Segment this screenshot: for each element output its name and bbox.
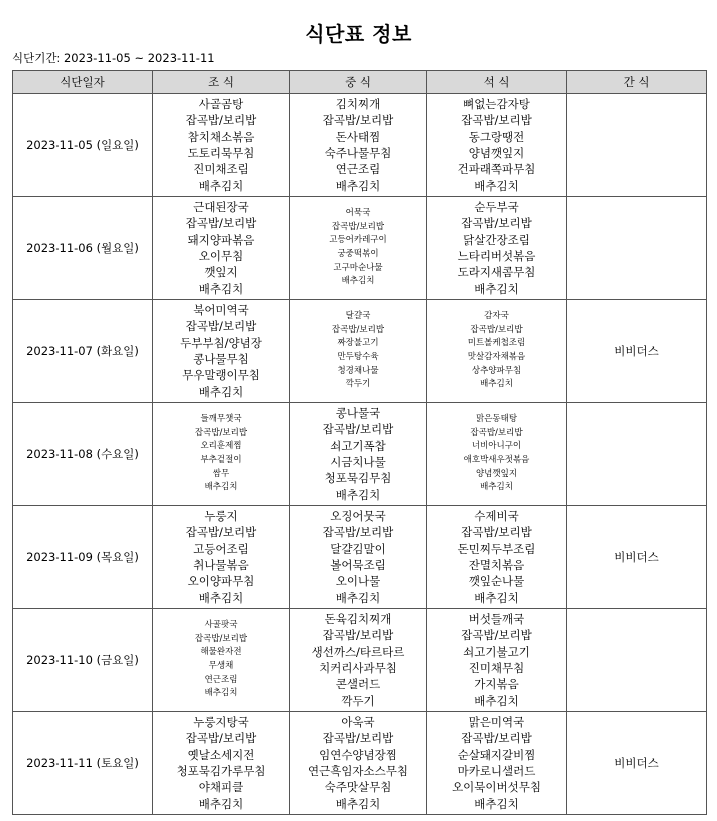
menu-item: 잡곡밥/보리밥 [331,324,385,335]
menu-item: 진미채조림 [193,162,249,177]
menu-date: 2023-11-09 (목요일) [13,506,153,609]
menu-item: 잡곡밥/보리밥 [185,319,257,334]
menu-item: 상추양파무침 [471,365,522,376]
menu-item: 달걀김말이 [330,541,386,556]
menu-item: 뼈없는감자탕 [463,97,530,112]
menu-item: 연근조림 [335,162,381,177]
menu-item: 너비아니구이 [471,441,522,452]
breakfast-cell [153,197,290,300]
table-row [13,94,707,197]
lunch-cell [290,712,427,815]
menu-item: 잡곡밥/보리밥 [185,113,257,128]
menu-item: 배추김치 [474,281,519,296]
lunch-cell [290,300,427,403]
menu-item: 배추김치 [198,590,244,605]
menu-item: 잡곡밥/보리밥 [461,216,532,231]
dinner-cell [427,403,567,506]
table-row [13,609,707,712]
menu-item: 돈육김치찌개 [324,612,392,627]
menu-date: 2023-11-06 (월요일) [13,197,153,300]
menu-item: 배추김치 [335,590,381,605]
menu-item: 맑은미역국 [468,715,525,730]
menu-item: 잡곡밥/보리밥 [185,216,257,231]
menu-item: 무생채 [208,661,234,671]
menu-item: 볼어묵조림 [330,558,386,572]
menu-item: 오이나물 [335,574,381,589]
menu-item: 짜장불고기 [337,338,379,349]
table-row [13,506,707,609]
menu-item: 두부부침/양념장 [180,335,262,350]
snack-cell [567,197,707,300]
menu-item: 배추김치 [474,796,519,811]
menu-item: 오이양파무침 [187,574,255,589]
menu-item: 쇠고기폭찹 [330,438,386,453]
menu-item: 잡곡밥/보리밥 [322,525,394,540]
menu-item: 근대된장국 [193,200,249,215]
menu-item: 잡곡밥/보리밥 [322,628,394,643]
menu-item: 배추김치 [480,482,513,493]
menu-item: 동그랑땡전 [468,129,525,144]
menu-item: 옛날소세지전 [187,747,255,762]
menu-item: 잡곡밥/보리밥 [470,324,523,335]
menu-item: 누룽지탕국 [193,715,249,730]
menu-item: 숙주맛살무침 [324,780,392,795]
menu-date: 2023-11-05 (일요일) [13,94,153,197]
menu-item: 생선까스/타르타르 [311,644,405,659]
menu-item: 배추김치 [474,590,519,605]
menu-item: 오이묵이버섯무침 [452,780,541,795]
menu-item: 잡곡밥/보리밥 [194,633,248,644]
menu-item: 건파래쪽파무침 [457,162,536,177]
menu-item: 배추김치 [204,688,238,699]
menu-date: 2023-11-07 (화요일) [13,300,153,403]
menu-item: 아욱국 [341,715,375,730]
menu-item: 사골팟국 [204,620,238,631]
menu-item: 닭살간장조림 [463,232,530,247]
menu-item: 콩나물무침 [193,352,249,366]
menu-item: 청경채나물 [337,365,379,376]
header-lunch: 중 식 [290,71,427,94]
menu-item: 잡곡밥/보리밥 [322,113,394,128]
menu-item: 잡곡밥/보리밥 [470,427,523,438]
menu-item: 오이무침 [198,249,244,263]
menu-item: 콩나물국 [335,406,381,421]
table-row [13,403,707,506]
snack-cell [567,94,707,197]
menu-item: 잡곡밥/보리밥 [185,525,257,540]
menu-item: 잡곡밥/보리밥 [322,422,394,437]
menu-item: 깍두기 [345,379,371,390]
menu-period: 식단기간: 2023-11-05 ~ 2023-11-11 [12,51,215,65]
lunch-cell [290,609,427,712]
breakfast-cell [153,94,290,197]
menu-item: 쌈무 [212,468,230,479]
snack-cell: 비비더스 [567,506,707,609]
menu-item: 맛살감자채볶음 [467,352,526,362]
menu-item: 들깨무챗국 [200,414,242,425]
lunch-cell [290,94,427,197]
menu-item: 순살돼지갈비찜 [457,747,536,762]
menu-item: 쇠고기불고기 [463,644,530,659]
table-row [13,197,707,300]
menu-item: 배추김치 [198,796,244,811]
menu-date: 2023-11-08 (수요일) [13,403,153,506]
snack-cell [567,609,707,712]
menu-item: 참치채소볶음 [187,129,255,144]
header-breakfast: 조 식 [153,71,290,94]
snack-cell: 비비더스 [567,712,707,815]
menu-item: 해물완자전 [200,647,242,658]
menu-item: 배추김치 [198,384,244,399]
menu-item: 고등어카레구이 [329,235,387,246]
menu-item: 도라지새콤무침 [457,265,536,280]
dinner-cell [427,712,567,815]
menu-item: 부추겉절이 [200,455,242,465]
menu-item: 임연수양념장찜 [319,747,397,762]
menu-item: 야채피클 [198,780,244,795]
header-snack: 간 식 [567,71,707,94]
lunch-cell [290,197,427,300]
menu-item: 숙주나물무침 [324,146,392,160]
dinner-cell [427,300,567,403]
menu-item: 느타리버섯볶음 [457,249,536,263]
breakfast-cell [153,300,290,403]
menu-item: 미트볼케첩조림 [467,338,526,349]
menu-date: 2023-11-11 (토요일) [13,712,153,815]
menu-item: 돈민찌두부조림 [457,541,536,556]
menu-item: 치커리사과무침 [319,661,397,675]
menu-item: 배추김치 [474,693,519,708]
menu-item: 진미채무침 [468,661,525,675]
menu-item: 깻잎순나물 [468,574,525,589]
menu-item: 양념깻잎지 [475,468,518,479]
menu-item: 어묵국 [345,208,371,219]
menu-item: 감자국 [484,311,509,322]
breakfast-cell [153,506,290,609]
menu-item: 배추김치 [198,281,244,296]
header-dinner: 석 식 [427,71,567,94]
menu-item: 버섯들깨국 [468,612,525,627]
menu-item: 배추김치 [474,178,519,193]
menu-item: 잔멸치볶음 [468,558,525,572]
menu-item: 잡곡밥/보리밥 [331,221,385,232]
menu-item: 무우말랭이무침 [182,368,260,383]
menu-date: 2023-11-10 (금요일) [13,609,153,712]
breakfast-cell [153,403,290,506]
header-row [13,71,707,94]
menu-item: 잡곡밥/보리밥 [461,113,532,128]
menu-item: 돼지양파볶음 [187,232,255,247]
lunch-cell [290,403,427,506]
table-row [13,300,707,403]
menu-item: 만두탕수육 [337,352,379,362]
menu-item: 배추김치 [341,276,375,287]
menu-item: 순두부국 [474,200,519,215]
page-title: 식단표 정보 [305,22,412,46]
menu-item: 연근흑임자소스무침 [308,764,408,778]
menu-item: 배추김치 [335,796,381,811]
menu-item: 마카로니샐러드 [457,764,536,778]
menu-item: 돈사태찜 [335,129,381,144]
menu-item: 배추김치 [335,178,381,193]
menu-item: 취나물볶음 [193,558,249,572]
menu-item: 연근조림 [204,674,238,685]
menu-item: 배추김치 [204,482,238,493]
menu-table [12,70,707,815]
menu-item: 시금치나물 [330,455,386,469]
menu-item: 궁중떡볶이 [337,249,379,259]
table-row [13,712,707,815]
menu-item: 잡곡밥/보리밥 [185,731,257,746]
menu-item: 김치찌개 [335,97,381,112]
menu-item: 수제비국 [474,509,519,524]
breakfast-cell [153,712,290,815]
menu-table-body [13,94,707,815]
menu-item: 오리훈제찜 [200,441,242,452]
menu-item: 북어미역국 [193,303,249,318]
dinner-cell [427,506,567,609]
menu-item: 도토리묵무침 [187,146,255,160]
menu-item: 배추김치 [335,487,381,502]
menu-item: 잡곡밥/보리밥 [461,628,532,643]
breakfast-cell [153,609,290,712]
dinner-cell [427,609,567,712]
menu-item: 양념깻잎지 [468,146,525,160]
menu-item: 오징어뭇국 [330,509,386,524]
menu-item: 콘샐러드 [335,677,381,692]
menu-item: 사골곰탕 [198,97,244,112]
snack-cell: 비비더스 [567,300,707,403]
menu-item: 누룽지 [204,509,238,524]
menu-item: 맑은동태탕 [475,414,518,425]
menu-item: 고등어조림 [193,541,249,556]
menu-item: 가지볶음 [474,677,519,692]
menu-item: 배추김치 [480,379,513,390]
menu-item: 달걀국 [345,311,371,322]
dinner-cell [427,197,567,300]
header-date: 식단일자 [13,71,153,94]
menu-item: 잡곡밥/보리밥 [461,525,532,540]
menu-item: 고구마순나물 [333,262,383,273]
menu-item: 애호박새우젓볶음 [463,455,530,465]
menu-item: 청포묵김가루무침 [176,764,266,778]
menu-item: 청포묵김무침 [324,471,392,486]
menu-item: 잡곡밥/보리밥 [194,427,248,438]
menu-item: 잡곡밥/보리밥 [461,731,532,746]
dinner-cell [427,94,567,197]
menu-item: 깻잎지 [204,265,238,280]
snack-cell [567,403,707,506]
menu-item: 배추김치 [198,178,244,193]
menu-item: 깍두기 [341,693,375,708]
menu-item: 잡곡밥/보리밥 [322,731,394,746]
lunch-cell [290,506,427,609]
